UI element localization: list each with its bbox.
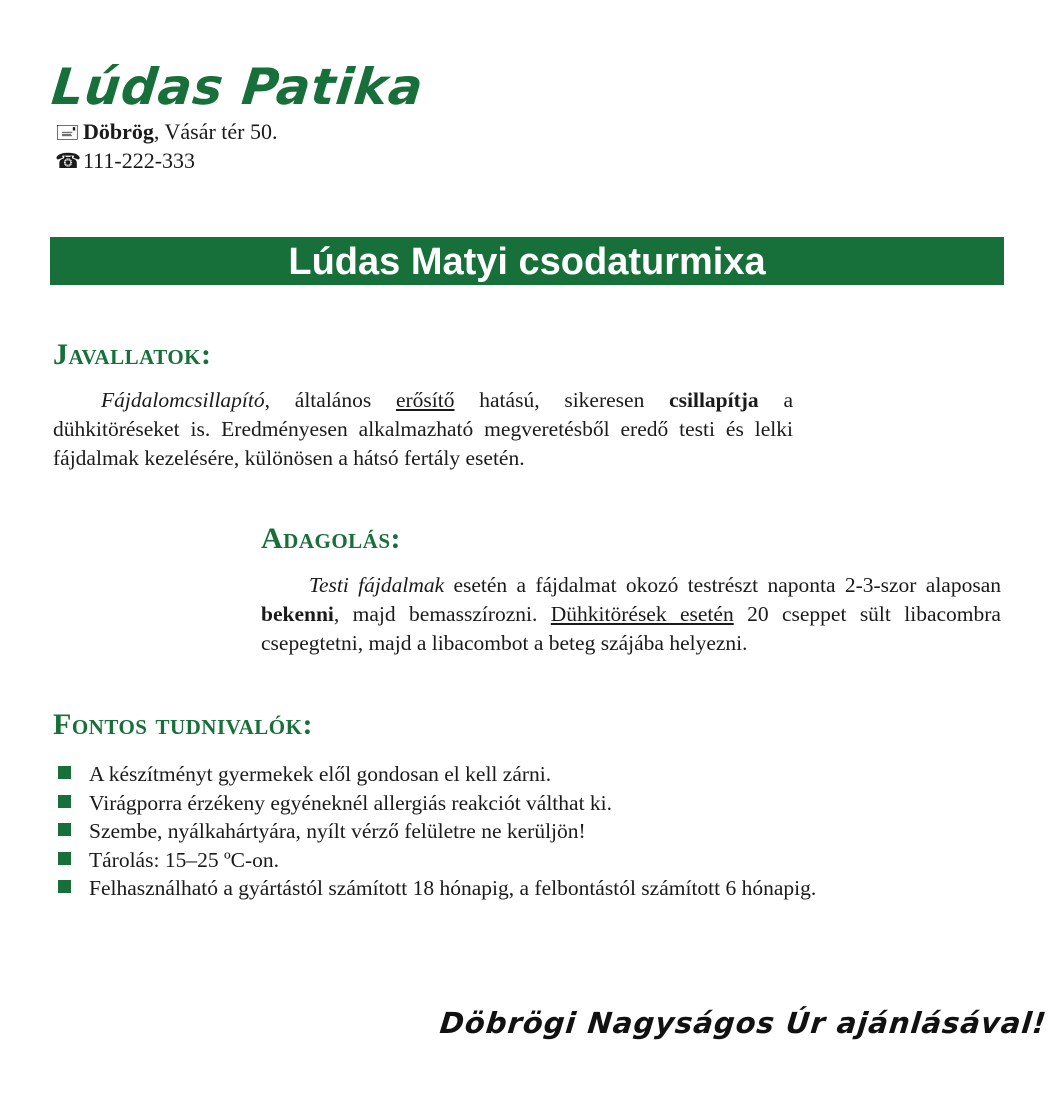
adagolas-bold: bekenni	[261, 602, 334, 626]
javallatok-underline: erősítő	[395, 388, 455, 412]
javallatok-text-3: a dühkitöréseket is. Eredményesen alkalmazható megveretésből eredő testi és lelki fájdalmak kezelésére, különösen a hátsó fertály esetén.	[53, 388, 793, 470]
list-item-text: Virágporra érzékeny egyéneknél allergiás reakciót válthat ki.	[89, 790, 613, 815]
list-item-text: A készítményt gyermekek elől gondosan el kell zárni.	[89, 762, 552, 786]
javallatok-text-1: , általános	[264, 388, 396, 412]
square-bullet-icon	[58, 823, 71, 836]
javallatok-heading: Javallatok:	[53, 338, 212, 371]
notes-list	[58, 760, 816, 903]
square-bullet-icon	[58, 880, 71, 893]
phone-number: 111-222-333	[83, 148, 196, 173]
javallatok-paragraph	[53, 386, 793, 473]
list-item-text: Tárolás: 15–25 ºC-on.	[89, 847, 279, 872]
square-bullet-icon	[58, 766, 71, 779]
product-banner: Lúdas Matyi csodaturmixa	[50, 237, 1004, 285]
list-item	[58, 789, 816, 818]
list-item	[58, 760, 816, 789]
phone-line	[55, 147, 195, 175]
list-item-text: Szembe, nyálkahártyára, nyílt vérző felületre ne kerüljön!	[89, 819, 586, 843]
brand-title: Lúdas Patika	[48, 58, 427, 116]
javallatok-italic: Fájdalomcsillapító	[101, 388, 265, 412]
javallatok-text-2: hatású, sikeresen	[454, 388, 670, 412]
fontos-heading: Fontos tudnivalók:	[53, 708, 313, 741]
javallatok-bold: csillapítja	[669, 388, 759, 412]
address-line	[55, 118, 278, 146]
square-bullet-icon	[58, 795, 71, 808]
list-item	[58, 874, 816, 903]
envelope-icon: 🖃	[55, 120, 80, 144]
address-city: Döbrög	[83, 119, 154, 144]
adagolas-text-1: esetén a fájdalmat okozó testrészt naponta 2-3-szor alaposan	[444, 573, 1001, 597]
signoff: Döbrögi Nagyságos Úr ajánlásával!	[438, 1006, 1049, 1040]
adagolas-heading: Adagolás:	[261, 522, 402, 555]
telephone-icon: ☎	[55, 149, 82, 173]
adagolas-paragraph	[261, 571, 1001, 658]
adagolas-text-3: 20 cseppet sült libacombra csepegtetni, majd a libacombot a beteg szájába helyezni.	[261, 602, 1001, 655]
square-bullet-icon	[58, 852, 71, 865]
adagolas-text-2: , majd bemasszírozni.	[333, 602, 551, 626]
address-rest: , Vásár tér 50.	[153, 119, 278, 144]
adagolas-underline: Dühkitörések esetén	[550, 602, 734, 626]
list-item-text: Felhasználható a gyártástól számított 18 hónapig, a felbontástól számított 6 hónapig.	[89, 876, 817, 900]
list-item	[58, 817, 816, 846]
list-item	[58, 846, 816, 875]
adagolas-italic: Testi fájdalmak	[309, 573, 445, 597]
